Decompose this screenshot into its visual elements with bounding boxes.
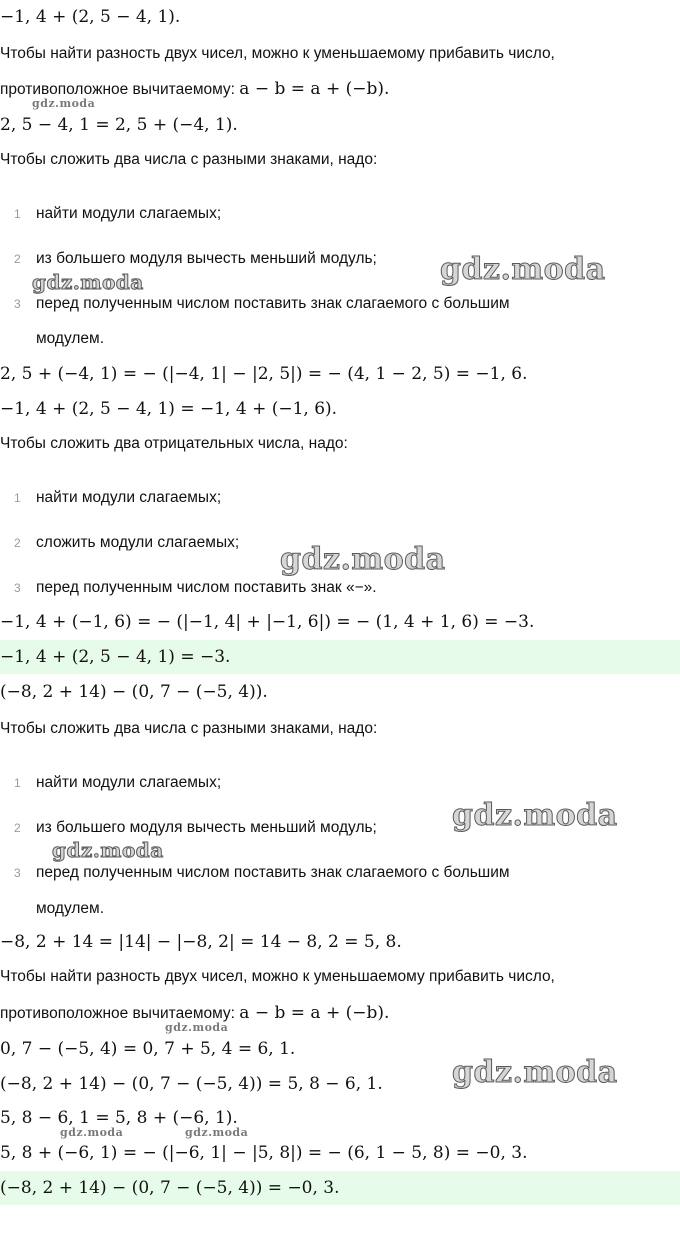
rule-formula: a − b = a + (−b). <box>239 1003 390 1023</box>
list-item-continuation: модулем. <box>36 900 105 917</box>
list-number: 3 <box>14 866 21 880</box>
list-number: 2 <box>14 536 21 550</box>
expression-line: 2, 5 + (−4, 1) = − (|−4, 1| − |2, 5|) = − (4, 1 − 2, 5) = −1, 6. <box>0 364 528 384</box>
list-item-text: сложить модули слагаемых; <box>36 534 240 551</box>
list-item-text: перед полученным числом поставить знак слагаемого с большим <box>36 864 510 881</box>
rule-formula: a − b = a + (−b). <box>239 79 390 99</box>
list-item-continuation: модулем. <box>36 330 105 347</box>
expression-line: −8, 2 + 14 = |14| − |−8, 2| = 14 − 8, 2 = 5, 8. <box>0 932 402 952</box>
rule-text: Чтобы сложить два числа с разными знаками, надо: <box>0 720 378 737</box>
watermark: gdz.moda <box>280 542 446 577</box>
watermark: gdz.moda <box>185 1126 249 1139</box>
watermark: gdz.moda <box>32 270 144 294</box>
list-number: 1 <box>14 207 21 221</box>
watermark: gdz.moda <box>32 97 96 110</box>
answer-highlight <box>0 1171 680 1205</box>
list-item-text: найти модули слагаемых; <box>36 774 222 791</box>
list-item <box>14 862 510 884</box>
list-number: 3 <box>14 581 21 595</box>
rule-text: Чтобы сложить два отрицательных числа, надо: <box>0 435 348 452</box>
watermark: gdz.moda <box>165 1021 229 1034</box>
expression-line: 5, 8 − 6, 1 = 5, 8 + (−6, 1). <box>0 1108 238 1128</box>
expression-line: (−8, 2 + 14) − (0, 7 − (−5, 4)) = 5, 8 − 6, 1. <box>0 1074 383 1094</box>
list-number: 3 <box>14 297 21 311</box>
rule-text: Чтобы найти разность двух чисел, можно к уменьшаемому прибавить число, <box>0 968 555 985</box>
list-number: 1 <box>14 491 21 505</box>
expression-line: −1, 4 + (2, 5 − 4, 1) = −1, 4 + (−1, 6). <box>0 399 338 419</box>
watermark: gdz.moda <box>60 1126 124 1139</box>
watermark: gdz.moda <box>52 838 164 862</box>
expression-line: 0, 7 − (−5, 4) = 0, 7 + 5, 4 = 6, 1. <box>0 1039 296 1059</box>
list-item-text: перед полученным числом поставить знак слагаемого с большим <box>36 295 510 312</box>
list-item <box>14 817 377 839</box>
rule-text: Чтобы найти разность двух чисел, можно к уменьшаемому прибавить число, <box>0 45 555 62</box>
expression-line: −1, 4 + (−1, 6) = − (|−1, 4| + |−1, 6|) = − (1, 4 + 1, 6) = −3. <box>0 612 535 632</box>
list-item-text: найти модули слагаемых; <box>36 205 222 222</box>
rule-text: Чтобы сложить два числа с разными знаками, надо: <box>0 151 378 168</box>
list-number: 1 <box>14 776 21 790</box>
list-item <box>14 248 377 270</box>
list-item <box>14 487 221 509</box>
expression-line: 5, 8 + (−6, 1) = − (|−6, 1| − |5, 8|) = − (6, 1 − 5, 8) = −0, 3. <box>0 1143 528 1163</box>
watermark: gdz.moda <box>452 1055 618 1090</box>
watermark: gdz.moda <box>440 252 606 287</box>
list-item-text: из большего модуля вычесть меньший модуль; <box>36 819 377 836</box>
list-number: 2 <box>14 252 21 266</box>
list-item <box>14 293 510 315</box>
expression-line: (−8, 2 + 14) − (0, 7 − (−5, 4)). <box>0 682 268 702</box>
answer-highlight <box>0 640 680 674</box>
list-item <box>14 532 239 554</box>
list-item-text: из большего модуля вычесть меньший модуль; <box>36 250 377 267</box>
expression-line: −1, 4 + (2, 5 − 4, 1). <box>0 7 181 27</box>
list-number: 2 <box>14 821 21 835</box>
rule-text-part: противоположное вычитаемому: <box>0 1005 240 1022</box>
list-item-text: перед полученным числом поставить знак «−». <box>36 579 377 596</box>
expression-line: 2, 5 − 4, 1 = 2, 5 + (−4, 1). <box>0 115 238 135</box>
rule-text-part: противоположное вычитаемому: <box>0 81 240 98</box>
watermark: gdz.moda <box>452 798 618 833</box>
list-item <box>14 203 221 225</box>
list-item-text: найти модули слагаемых; <box>36 489 222 506</box>
answer-expression: −1, 4 + (2, 5 − 4, 1) = −3. <box>0 647 231 667</box>
answer-expression: (−8, 2 + 14) − (0, 7 − (−5, 4)) = −0, 3. <box>0 1178 340 1198</box>
list-item <box>14 577 377 599</box>
list-item <box>14 772 221 794</box>
